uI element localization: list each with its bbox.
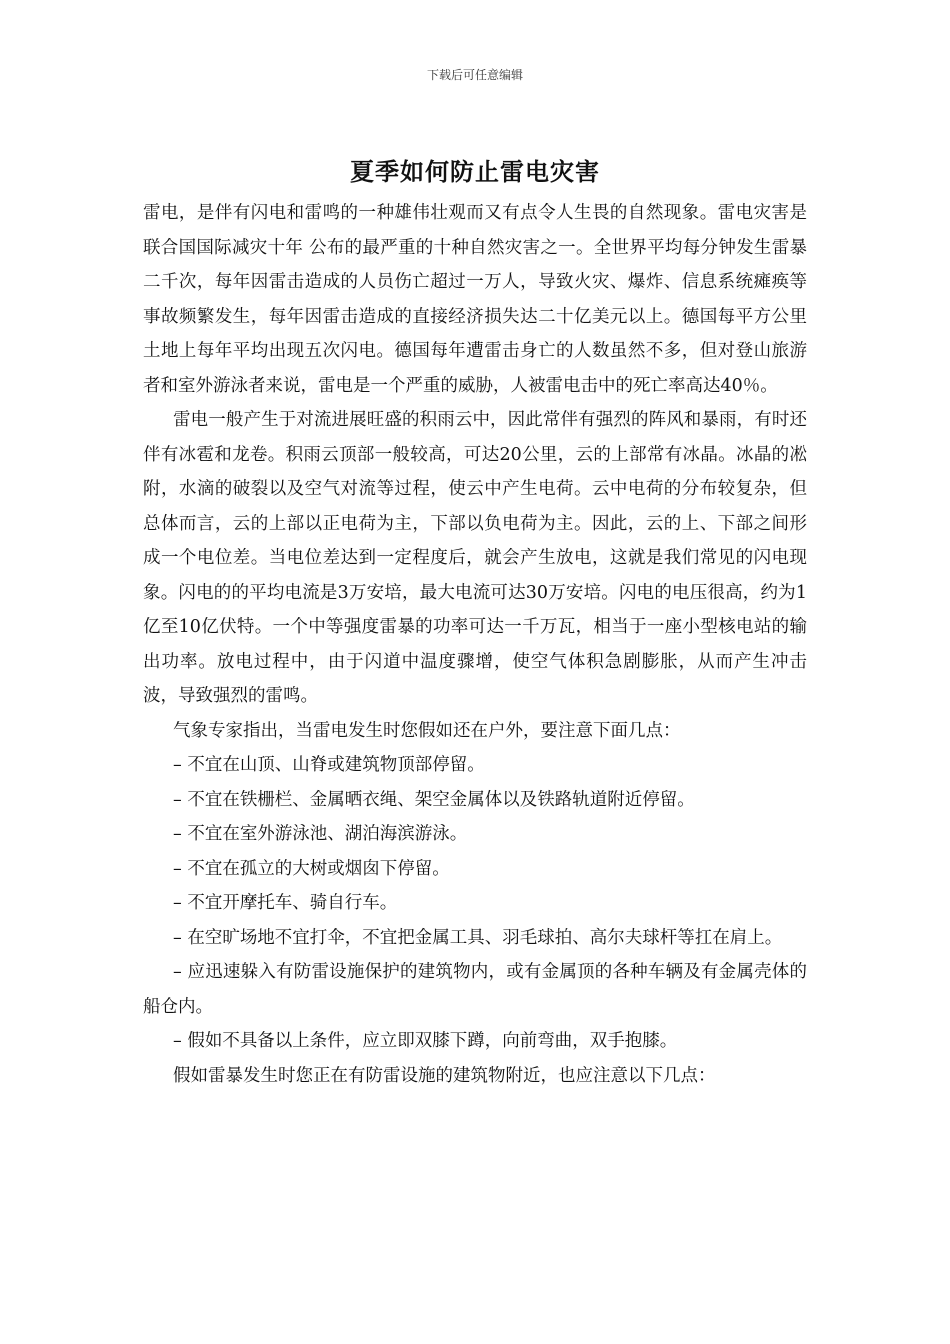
advice-item: – 应迅速躲入有防雷设施保护的建筑物内，或有金属顶的各种车辆及有金属壳体的船仓内。 bbox=[143, 962, 807, 1017]
intro-paragraph: 雷电，是伴有闪电和雷鸣的一种雄伟壮观而又有点令人生畏的自然现象。雷电灾害是 联合国国际减灾十年 公布的最严重的十种自然灾害之一。全世界平均每分钟发生雷暴二千次，每年因雷击造成的人员伤亡超过一万人，导致火灾、爆炸、信息系统瘫痪等事故频繁发生，每年因雷击造成的直接经济损失达二十亿美元以上。德国每平方公里土地上每年平均出现五次闪电。德国每年遭雷击身亡的人数虽然不多，但对登山旅游者和室外游泳者来说，雷电是一个严重的威胁，人被雷电击中的死亡率高达40％。 bbox=[143, 203, 807, 396]
lightning-formation-paragraph: 雷电一般产生于对流进展旺盛的积雨云中，因此常伴有强烈的阵风和暴雨，有时还伴有冰雹和龙卷。积雨云顶部一般较高，可达20公里，云的上部常有冰晶。冰晶的凇附，水滴的破裂以及空气对流等过程，使云中产生电荷。云中电荷的分布较复杂，但总体而言，云的上部以正电荷为主，下部以负电荷为主。因此，云的上、下部之间形成一个电位差。当电位差达到一定程度后，就会产生放电，这就是我们常见的闪电现象。闪电的的平均电流是3万安培，最大电流可达30万安培。闪电的电压很高，约为1亿至10亿伏特。一个中等强度雷暴的功率可达一千万瓦，相当于一座小型核电站的输出功率。放电过程中，由于闪道中温度骤增，使空气体积急剧膨胀，从而产生冲击波，导致强烈的雷鸣。 bbox=[143, 410, 807, 706]
advice-item: – 不宜在铁栅栏、金属晒衣绳、架空金属体以及铁路轨道附近停留。 bbox=[173, 789, 695, 810]
building-advice-intro: 假如雷暴发生时您正在有防雷设施的建筑物附近，也应注意以下几点： bbox=[173, 1065, 716, 1086]
advice-item: – 不宜在室外游泳池、湖泊海滨游泳。 bbox=[173, 824, 468, 844]
page-header-note: 下载后可任意编辑 bbox=[426, 68, 523, 82]
advice-item: – 假如不具备以上条件，应立即双膝下蹲，向前弯曲，双手抱膝。 bbox=[173, 1031, 678, 1051]
advice-item: – 不宜开摩托车、骑自行车。 bbox=[173, 893, 398, 913]
document-body bbox=[143, 196, 807, 1093]
advice-item: – 在空旷场地不宜打伞，不宜把金属工具、羽毛球拍、高尔夫球杆等扛在肩上。 bbox=[173, 927, 783, 948]
advice-item: – 不宜在山顶、山脊或建筑物顶部停留。 bbox=[173, 755, 485, 775]
document-title: 夏季如何防止雷电灾害 bbox=[350, 158, 600, 186]
outdoor-advice-intro: 气象专家指出，当雷电发生时您假如还在户外，要注意下面几点： bbox=[173, 720, 681, 741]
advice-item: – 不宜在孤立的大树或烟囱下停留。 bbox=[173, 858, 450, 879]
